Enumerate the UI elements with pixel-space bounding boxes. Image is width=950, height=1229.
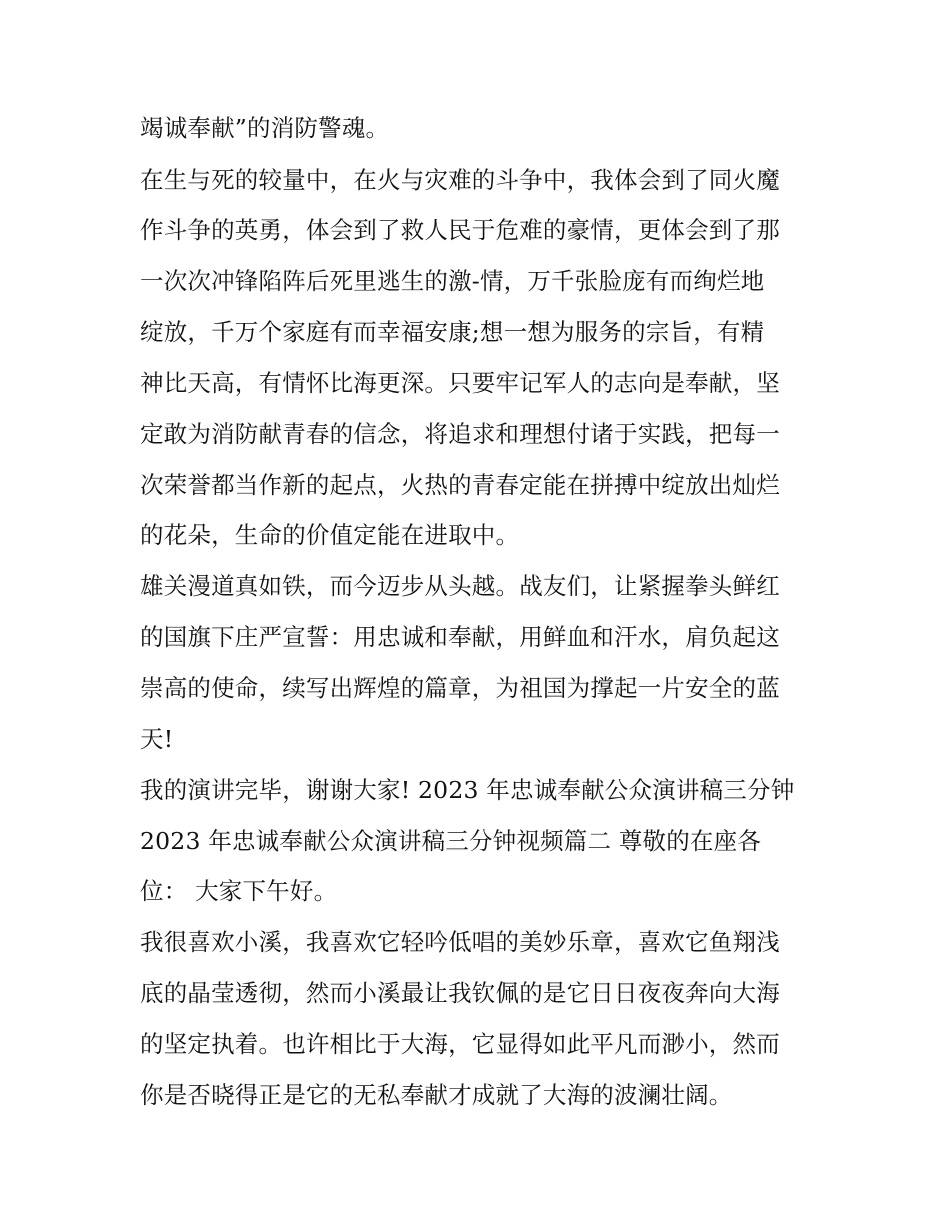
text-line: 2023 年忠诚奉献公众演讲稿三分钟视频篇二 尊敬的在座各 bbox=[140, 827, 762, 855]
text-line: 的坚定执着。也许相比于大海，它显得如此平凡而渺小，然而 bbox=[140, 1030, 780, 1058]
text-line: 位： 大家下午好。 bbox=[140, 877, 338, 905]
text-line: 作斗争的英勇，体会到了救人民于危难的豪情，更体会到了那 bbox=[140, 216, 780, 244]
text-line: 底的晶莹透彻，然而小溪最让我钦佩的是它日日夜夜奔向大海 bbox=[140, 979, 780, 1007]
text-line: 我很喜欢小溪，我喜欢它轻吟低唱的美妙乐章，喜欢它鱼翔浅 bbox=[140, 928, 780, 956]
text-line: 神比天高，有情怀比海更深。只要牢记军人的志向是奉献，坚 bbox=[140, 369, 780, 397]
text-line: 天! bbox=[140, 725, 174, 753]
text-line: 定敢为消防献青春的信念，将追求和理想付诸于实践，把每一 bbox=[140, 420, 780, 448]
text-line: 次荣誉都当作新的起点，火热的青春定能在拼搏中绽放出灿烂 bbox=[140, 471, 780, 499]
text-line: 崇高的使命，续写出辉煌的篇章，为祖国为撑起一片安全的蓝 bbox=[140, 674, 780, 702]
text-line: 一次次冲锋陷阵后死里逃生的激-情，万千张脸庞有而绚烂地 bbox=[140, 267, 765, 295]
text-line: 在生与死的较量中，在火与灾难的斗争中，我体会到了同火魔 bbox=[140, 166, 780, 194]
text-line: 竭诚奉献”的消防警魂。 bbox=[140, 114, 390, 142]
text-line: 雄关漫道真如铁，而今迈步从头越。战友们，让紧握拳头鲜红 bbox=[140, 572, 780, 600]
text-line: 的花朵，生命的价值定能在进取中。 bbox=[140, 521, 520, 549]
text-line: 的国旗下庄严宣誓：用忠诚和奉献，用鲜血和汗水，肩负起这 bbox=[140, 623, 780, 651]
text-line: 我的演讲完毕，谢谢大家! 2023 年忠诚奉献公众演讲稿三分钟 bbox=[140, 776, 795, 804]
text-line: 你是否晓得正是它的无私奉献才成就了大海的波澜壮阔。 bbox=[140, 1081, 733, 1109]
text-line: 绽放，千万个家庭有而幸福安康;想一想为服务的宗旨，有精 bbox=[140, 318, 765, 346]
